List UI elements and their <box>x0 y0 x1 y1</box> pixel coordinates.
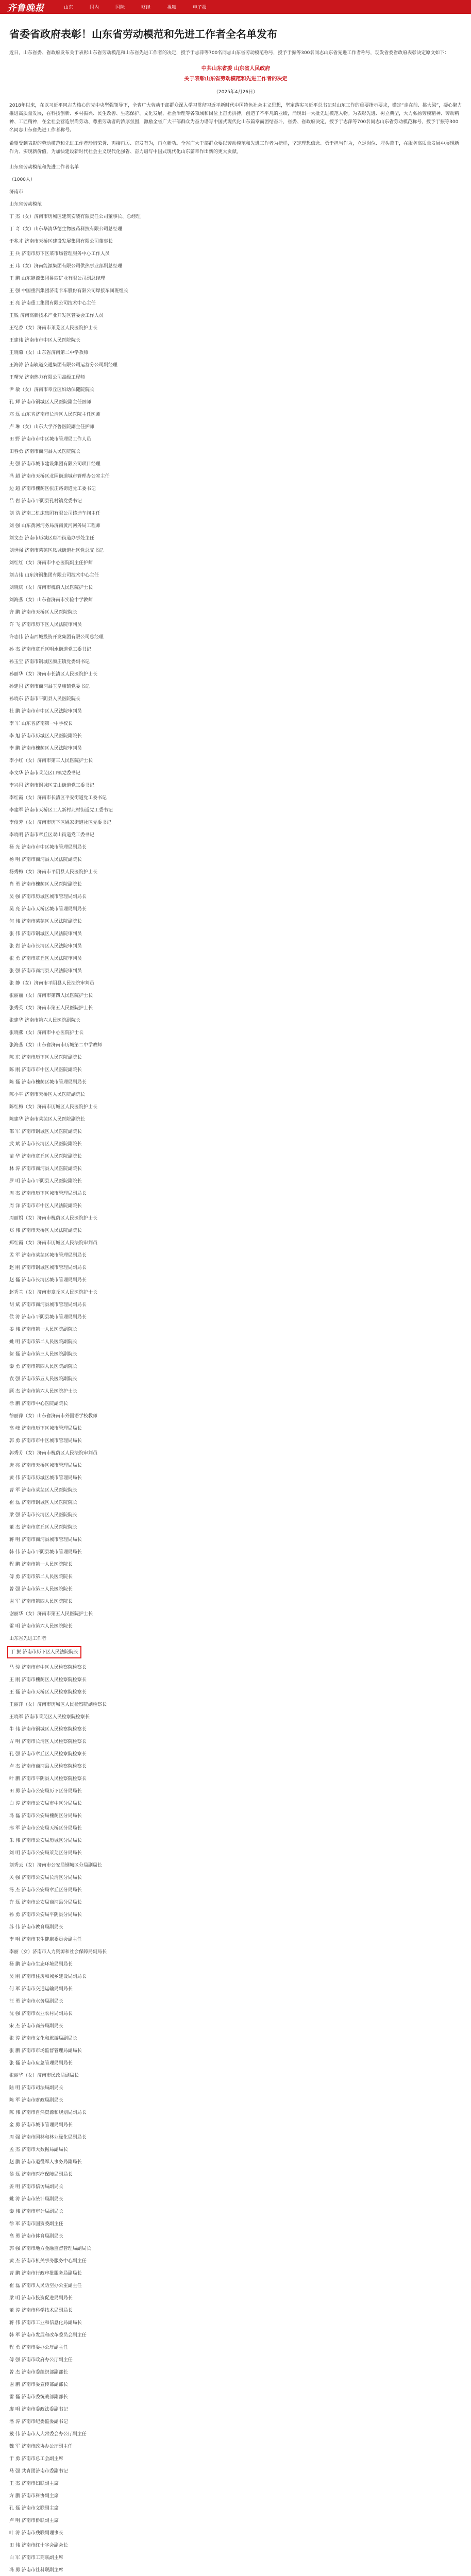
list-item: 杨 光 济南市市中区城市管理局副局长 <box>9 845 87 850</box>
list-item: 黄 杰 济南市机关事务服务中心副主任 <box>9 2259 87 2264</box>
list-item: 徐 军 济南市国资委副主任 <box>9 2222 63 2227</box>
list-item: 吴 强 济南市历城区城市管理局副局长 <box>9 894 87 900</box>
list-item: 山东省劳动模范 <box>9 202 42 207</box>
list-item: 张丽华（女）济南市民政局副局长 <box>9 2073 79 2078</box>
list-item: 冯 超 济南市天桥区北园街道城市管理办公室主任 <box>9 474 110 479</box>
list-item: 李兴国 济南市钢城区艾山街道党工委书记 <box>9 783 94 788</box>
list-item: 李丽（女）济南市人力资源和社会保障局副局长 <box>9 1950 107 1955</box>
list-item: 张晓燕（女）济南市中心医院护士长 <box>9 1030 84 1036</box>
list-item: 韩 伟 济南市平阴县城市管理局局长 <box>9 1550 82 1555</box>
list-item: 周丽娟（女）济南市槐荫区人民医院护士长 <box>9 1216 98 1221</box>
list-item: 田 勇 济南市公安局历下区分局局长 <box>9 1789 82 1794</box>
list-item: 王 亮 济南重工集团有限公司技术中心主任 <box>9 301 96 306</box>
list-item: 刘文杰 济南市历城区唐冶街道办事处主任 <box>9 536 94 541</box>
list-item: 黄 伟 济南市历城区城市管理局局长 <box>9 1476 82 1481</box>
list-item: 张海燕（女）山东省济南市历城第二中学教师 <box>9 1043 103 1048</box>
document-body-paragraph: 希望受到表彰的劳动模范和先进工作者珍惜荣誉、再接再厉、奋发有为，再立新功。全省广大干部群众要以劳动模范和先进工作者为榜样，坚定理想信念、勇于担当作为，立足岗位、埋头苦干，在服务高质量发展中展现新作为、实现新价值，为加快建设新时代社会主义现代化强省、奋力谱写中国式现代化山东篇章作出新的更大贡献。 <box>9 141 460 155</box>
list-item: 孙 勇 济南市公安局平阴县分局局长 <box>9 1912 82 1918</box>
list-item: 丁 奇（女）山东华清华德生物医药科技有限公司总经理 <box>9 227 122 232</box>
list-item: 谢丽华（女）济南市第五人民医院护士长 <box>9 1612 93 1617</box>
list-item: 卢 杰 济南市商河县人民检察院检察长 <box>9 1764 87 1769</box>
list-item: 张 静（女）济南市平阴县人民法院审判员 <box>9 981 94 986</box>
list-item: 孔 磊 济南市文联副主席 <box>9 2506 59 2511</box>
list-item: 田 野 济南市市中区城市管理局工作人员 <box>9 437 91 442</box>
list-item: 王建伟 济南市市中区人民医院院长 <box>9 338 80 343</box>
list-item: 齐 鹏 济南市天桥区人民医院院长 <box>9 610 77 615</box>
list-item: 孟 杰 济南市大数据局副局长 <box>9 2147 68 2153</box>
list-item: 王 玮（女）济南能源集团有限公司供热事业部副总经理 <box>9 264 122 269</box>
list-item: 李建军 济南市天桥区工人新村北村街道党工委书记 <box>9 808 113 813</box>
list-item: 蒋 明 济南市商河县城市管理局局长 <box>9 1537 82 1543</box>
list-item: 张 勇 济南市章丘区人民法院审判员 <box>9 956 82 961</box>
list-item: 刘晓庆（女）济南市槐荫人民医院护士长 <box>9 585 93 590</box>
list-item: 何 伟 济南市莱芜区人民法院副院长 <box>9 919 82 924</box>
list-item: 董 涛 济南市科学技术局副局长 <box>9 2308 73 2313</box>
list-item: 张 岩 济南市长清区人民法院审判员 <box>9 944 82 949</box>
list-item: 许志伟 济南西城投资开发集团有限公司总经理 <box>9 635 104 640</box>
list-item: 秦 勇 济南市第四人民医院副院长 <box>9 1364 77 1369</box>
nav-item[interactable]: 国际 <box>115 5 125 10</box>
list-item: 王 鹏 山东能源集团鲁西矿业有限公司副总经理 <box>9 276 105 281</box>
list-item: 曹 鹏 济南市行政审批服务局副局长 <box>9 2271 82 2276</box>
list-item: 史 强 济南市城市建设集团有限公司项目经理 <box>9 462 100 467</box>
list-item: 张 强 济南市商河县人民法院审判员 <box>9 969 82 974</box>
list-item: 王海涛 济南轨道交通集团有限公司运营分公司副经理 <box>9 363 117 368</box>
list-item: 孙丽华（女）济南市长清区人民医院护士长 <box>9 672 98 677</box>
list-item: 曾 杰 济南市委组织部副部长 <box>9 2370 68 2375</box>
list-item: 陆 明 济南市司法局副局长 <box>9 2086 63 2091</box>
list-item: 姚 涛 济南市统计局副局长 <box>9 2197 63 2202</box>
list-item: 韩 军 济南市发展和改革委员会副主任 <box>9 2333 87 2338</box>
list-item: 赵 鹏 济南市退役军人事务局副局长 <box>9 2160 82 2165</box>
list-item: 崔 磊 济南市人民防空办公室副主任 <box>9 2283 82 2289</box>
list-count: （1000人） <box>9 177 35 182</box>
list-item: 傅 勇 济南市第二人民医院院长 <box>9 1574 73 1580</box>
list-item: 傅 强 济南市政府办公厅副主任 <box>9 2358 73 2363</box>
list-item: 刘 浩 济南二机床集团有限公司铸造车间主任 <box>9 511 100 516</box>
list-title: 山东省劳动模范和先进工作者名单 <box>9 165 79 170</box>
list-item: 吴 亮 济南市天桥区城市管理局副局长 <box>9 907 87 912</box>
list-item: 张建华 济南市第六人民医院副院长 <box>9 1018 80 1023</box>
list-item: 顾 杰 济南市第六人民医院护士长 <box>9 1389 77 1394</box>
list-item: 孙玉宝 济南市钢城区颜庄镇党委副书记 <box>9 659 90 665</box>
list-item: 卢 琳（女）山东大学齐鲁医院副主任护师 <box>9 425 94 430</box>
list-item: 姜 明 济南市信访局副局长 <box>9 2184 63 2190</box>
list-item: 王晓军 济南市莱芜区人民检察院检察长 <box>9 1715 90 1720</box>
list-item: 贺 磊 济南市第三人民医院副院长 <box>9 1352 77 1357</box>
list-item: 侯 涛 济南市平阴县城市管理局副局长 <box>9 1315 87 1320</box>
list-item: 姜 伟 济南市第一人民医院副院长 <box>9 1327 77 1332</box>
list-item: 陈 军 济南市财政局副局长 <box>9 2098 63 2103</box>
list-item: 杨秀梅（女）济南市平阴县人民医院护士长 <box>9 870 98 875</box>
list-item: 李 明 济南市卫生健康委员会副主任 <box>9 1937 82 1942</box>
list-item: 王晓菊（女）山东省济南第二中学教师 <box>9 350 89 355</box>
list-item: 宋 杰 济南市商务局副局长 <box>9 2024 63 2029</box>
list-item: 周 强 济南市园林和林业绿化局副局长 <box>9 2135 87 2140</box>
list-item: 方 明 济南市长清区人民检察院检察长 <box>9 1739 87 1744</box>
site-header <box>0 0 471 14</box>
list-item: 刘秀云（女）济南市公安局钢城区分局副局长 <box>9 1863 103 1868</box>
list-item: 陈 东 济南市历下区人民医院副院长 <box>9 1055 82 1060</box>
document-title: 关于表彰山东省劳动模范和先进工作者的决定 <box>184 76 288 82</box>
list-item: 刘海燕（女）山东省济南市实验中学教师 <box>9 598 93 603</box>
list-item: 徐丽萍（女）山东省济南市外国语学校教师 <box>9 1414 98 1419</box>
list-item: 张秀英（女）济南市第五人民医院护士长 <box>9 1006 93 1011</box>
list-item: 王钱 济南高新技术产业开发区管委会工作人员 <box>9 313 104 318</box>
list-item: 邢 军 济南市公安局天桥区分局局长 <box>9 1826 82 1831</box>
list-item: 孔 辉 济南市钢城区人民医院副主任医师 <box>9 400 91 405</box>
list-item: 于 勇 济南市总工会副主席 <box>9 2456 63 2462</box>
list-item: 叶 涛 济南市残联副理事长 <box>9 2531 63 2536</box>
list-item: 刘 强 山东黄河河务局济南黄河河务局工程师 <box>9 523 100 529</box>
list-item: 郑红霞（女）济南市历城区人民法院审判员 <box>9 1241 98 1246</box>
list-item: 戴 伟 济南市人大常委会办公厅副主任 <box>9 2432 87 2437</box>
list-item: 王 磊 济南市天桥区人民检察院检察长 <box>9 1690 87 1695</box>
list-item: 陈 磊 济南市槐荫区城市管理局副局长 <box>9 1080 87 1085</box>
list-item: 关 强 济南市公安局长清区分局局长 <box>9 1875 82 1880</box>
nav-item[interactable]: 山东 <box>64 5 74 10</box>
list-item: 陈建华 济南市莱芜区人民医院副院长 <box>9 1117 85 1122</box>
list-item: 郑 伟 济南市天桥区人民法院副院长 <box>9 1228 82 1233</box>
list-item: 马 强 共青团济南市委副书记 <box>9 2469 68 2474</box>
list-item: 周 杰 济南市历下区城市管理局副局长 <box>9 1191 87 1196</box>
list-item: 王 强 中国重汽集团济南卡车股份有限公司焊接车间班组长 <box>9 289 128 294</box>
nav-item[interactable]: 国内 <box>90 5 99 10</box>
list-item: 廖 明 济南市委政法委副书记 <box>9 2407 68 2412</box>
list-item: 王丽萍（女）济南市历城区人民检察院副检察长 <box>9 1702 107 1707</box>
list-item: 姚 明 济南市第二人民医院副院长 <box>9 1340 77 1345</box>
list-item: 叶 鹏 济南市平阴县人民检察院检察长 <box>9 1776 87 1782</box>
list-item: 徐 鹏 济南市中心医院副院长 <box>9 1401 68 1406</box>
list-item: 赵秀兰（女）济南市章丘区人民医院护士长 <box>9 1290 98 1295</box>
list-item: 梁 强 济南市长清区人民医院院长 <box>9 1513 77 1518</box>
list-item: 武 斌 济南市长清区人民医院副院长 <box>9 1142 82 1147</box>
list-item: 牛 伟 济南市钢城区人民检察院检察长 <box>9 1727 87 1732</box>
list-item: 曹 军 济南市莱芜区人民医院院长 <box>9 1488 77 1493</box>
list-item: 白 涛 济南市公安局市中区分局局长 <box>9 1801 82 1806</box>
list-item: 苏 伟 济南市教育局副局长 <box>9 1925 63 1930</box>
list-item: 林 涛 济南市商河县人民医院副院长 <box>9 1166 82 1172</box>
list-item: 潘 涛 济南市纪委监委副书记 <box>9 2419 68 2425</box>
list-item: 李文华 济南市莱芜区口镇党委书记 <box>9 771 80 776</box>
list-item: 田 伟 济南市红十字会副会长 <box>9 2543 68 2548</box>
nav-item[interactable]: 视频 <box>167 5 177 10</box>
list-item: 孟 军 济南市莱芜区城市管理局副局长 <box>9 1253 87 1258</box>
list-item: 方 鹏 济南市科协副主席 <box>9 2494 59 2499</box>
nav-item[interactable]: 电子报 <box>193 5 207 10</box>
list-item: 梁 明 济南市投资促进局副局长 <box>9 2296 73 2301</box>
list-item: 丁 杰（女）济南市历城区建筑安装有限责任公司董事长、总经理 <box>9 214 141 219</box>
list-item: 李红霞（女）济南市长清区平安街道党工委书记 <box>9 795 107 801</box>
list-item: 袁 强 济南市第五人民医院副院长 <box>9 1377 77 1382</box>
list-item: 田春勇 济南市商河县人民医院院长 <box>9 449 80 454</box>
list-item: 济南市 <box>9 190 24 195</box>
list-item: 汤 杰 济南市公安局章丘区分局局长 <box>9 1888 82 1893</box>
article-headline: 省委省政府表彰！山东省劳动模范和先进工作者全名单发布 <box>9 28 277 40</box>
list-item: 罗 明 济南市平阴县人民医院副院长 <box>9 1179 82 1184</box>
article <box>0 14 471 2576</box>
document-body-paragraph: 2018年以来，在以习近平同志为核心的党中央坚强领导下，全省广大劳动干部群众深入学习贯彻习近平新时代中国特色社会主义思想，坚定落实习近平总书记对山东工作的重要指示要求，锚定“走在前、挑大梁”，凝心聚力推进高质量发展，在科技创新、乡村振兴、民生改善、生态保护、文化发展、社会治理等各领域和岗位上奋勇拼搏，创造了不平凡的业绩，涌现出一大批先进模范人物。为表彰先进、树立典型，大力弘扬劳模精神、劳动精神、工匠精神，在全社会营造崇尚劳动、尊重劳动者的浓厚氛围，激励全省广大干部群众为奋力谱写中国式现代化山东篇章而团结奋斗，省委、省政府决定，授予于志萍等700名同志山东省劳动模范称号，授予于振等300名同志山东省先进工作者称号。 <box>9 103 462 133</box>
list-item: 唐 亮 济南市天桥区城市管理局局长 <box>9 1463 82 1468</box>
list-item: 尹 敏（女）济南市章丘区妇幼保健院院长 <box>9 387 94 393</box>
list-item: 沈 强 济南市农业农村局副局长 <box>9 2011 73 2016</box>
list-item: 李 鹏 济南市槐荫区人民法院审判员 <box>9 746 82 751</box>
list-item: 冯 勇 济南市社科联副主席 <box>9 2568 63 2573</box>
list-item: 曾 强 济南市第三人民医院院长 <box>9 1587 73 1592</box>
list-item: 李晓明 济南市章丘区双山街道党工委书记 <box>9 833 94 838</box>
list-item: 杨 明 济南市商河县人民法院副院长 <box>9 857 82 862</box>
list-item: 于兆才 济南市天桥区建设发展集团有限公司董事长 <box>9 239 113 244</box>
list-item: 许 飞 济南市历下区人民法院审判员 <box>9 622 82 628</box>
list-item: 周 洋 济南市市中区人民法院副院长 <box>9 1204 82 1209</box>
list-item: 陈小平 济南市天桥区人民医院副院长 <box>9 1092 85 1097</box>
list-item: 雷 明 济南市第六人民医院院长 <box>9 1624 73 1629</box>
list-item: 张 鹏 济南市市场监督管理局副局长 <box>9 2048 82 2054</box>
list-item: 许 磊 济南市公安局商河县分局局长 <box>9 1900 82 1905</box>
list-item: 苗 华 济南市章丘区人民医院副院长 <box>9 1154 82 1159</box>
list-item: 谢 军 济南市第四人民医院院长 <box>9 1599 73 1604</box>
honoree-list <box>9 186 462 2576</box>
list-item: 孔 强 济南市章丘区人民检察院检察长 <box>9 1752 87 1757</box>
list-item: 张丽丽（女）济南市第四人民医院护士长 <box>9 993 93 998</box>
list-item: 雷 磊 济南市委统战部副部长 <box>9 2395 68 2400</box>
list-item: 崔 磊 济南市钢城区人民医院院长 <box>9 1500 77 1505</box>
nav-item[interactable]: 财经 <box>141 5 151 10</box>
list-item: 刘红红（女）济南市中心医院副主任护师 <box>9 561 93 566</box>
list-item: 蒋 伟 济南市工业和信息化局副局长 <box>9 2320 82 2326</box>
list-item: 秦 伟 济南市审计局副局长 <box>9 2209 63 2214</box>
list-item: 陈红梅（女）济南市历城区人民医院护士长 <box>9 1105 98 1110</box>
list-item: 高 勇 济南市体育局副局长 <box>9 2234 63 2239</box>
list-item: 白 军 济南市工商联副主席 <box>9 2555 63 2561</box>
list-item: 程 鹏 济南市第一人民医院院长 <box>9 1562 73 1567</box>
list-item: 陈 伟 济南市自然资源和规划局副局长 <box>9 2110 87 2115</box>
list-item: 李小红（女）济南市第三人民医院护士长 <box>9 758 93 764</box>
list-item: 郭秀芳（女）济南市槐荫区人民法院审判员 <box>9 1451 98 1456</box>
list-item: 张 涛 济南市文化和旅游局副局长 <box>9 2036 77 2041</box>
list-item: 何 军 济南市交通运输局副局长 <box>9 1987 73 1992</box>
document-date: （2025年4月26日） <box>213 90 258 95</box>
list-item: 王 刚 济南市槐荫区人民检察院检察长 <box>9 1677 87 1683</box>
main-nav <box>56 4 215 10</box>
article-intro: 近日，山东省委、省政府发布关于表彰山东省劳动模范和山东省先进工作者的决定，授予于志萍等700名同志山东省劳动模范称号，授予于振等300名同志山东省先进工作者称号，现发省委省政府表彰决定原文如下： <box>9 50 449 56</box>
list-item: 王 杰 济南市妇联副主席 <box>9 2481 59 2486</box>
list-item: 高 峰 济南市历下区城市管理局局长 <box>9 1426 82 1431</box>
list-item: 邵 军 济南市钢城区人民医院副院长 <box>9 1129 82 1134</box>
list-item: 刘 明 济南市公安局莱芜区分局局长 <box>9 1851 82 1856</box>
list-item: 程 勇 济南市委办公厅副主任 <box>9 2345 68 2350</box>
list-item: 汪 勇 济南市水务局副局长 <box>9 1999 63 2004</box>
document-issuer: 中共山东省委 山东省人民政府 <box>201 66 271 72</box>
list-item: 孙晓东 济南市平阴县人民医院院长 <box>9 697 80 702</box>
list-item: 吴 刚 济南市住房和城乡建设局副局长 <box>9 1974 87 1979</box>
list-item: 赵 磊 济南市长清区城市管理局副局长 <box>9 1278 87 1283</box>
list-item: 魏 军 济南市政协办公厅副主任 <box>9 2444 73 2449</box>
list-item: 卢 明 济南市侨联副主席 <box>9 2518 59 2523</box>
list-item: 侯 磊 济南市医疗保障局副局长 <box>9 2172 73 2177</box>
list-item: 杜 鹏 济南市市中区人民法院审判员 <box>9 709 82 714</box>
list-item: 孙 杰 济南市章丘区明水街道党工委书记 <box>9 647 91 652</box>
list-item: 金 勇 济南市城市管理局副局长 <box>9 2123 73 2128</box>
list-item: 邓 磊 山东省济南市长清区人民医院主任医师 <box>9 412 100 417</box>
list-item: 李俊芳（女）济南市历下区姚家街道社区党委书记 <box>9 820 112 825</box>
list-item: 张 伟 济南市钢城区人民法院审判员 <box>9 931 82 937</box>
list-item: 肖 勇 济南市槐荫区人民医院副院长 <box>9 882 82 887</box>
list-item: 郭 勇 济南市市中区城市管理局局长 <box>9 1438 82 1444</box>
list-item: 王纪香（女）济南市莱芜区人民医院护士长 <box>9 326 98 331</box>
list-item: 郭 强 济南市地方金融监督管理局副局长 <box>9 2246 91 2251</box>
list-item: 陈 刚 济南市市中区人民医院副院长 <box>9 1067 82 1073</box>
list-item: 胡 斌 济南市商河县城市管理局副局长 <box>9 1302 87 1308</box>
list-item: 朱 伟 济南市公安局历城区分局局长 <box>9 1838 82 1843</box>
list-item: 杨 鹏 济南市生态环境局副局长 <box>9 1962 73 1967</box>
list-item: 马 骏 济南市市中区人民检察院检察长 <box>9 1665 87 1670</box>
list-item: 李 军 山东省济南第一中学校长 <box>9 721 73 726</box>
list-item: 张 磊 济南市应急管理局副局长 <box>9 2061 73 2066</box>
list-item: 山东省先进工作者 <box>9 1636 47 1641</box>
list-item: 孙建国 济南市商河县玉皇庙镇党委书记 <box>9 684 90 689</box>
list-item: 刘吉伟 山东济钢集团有限公司技术中心主任 <box>9 573 99 578</box>
list-item: 冯 磊 济南市公安局槐荫区分局局长 <box>9 1814 82 1819</box>
list-item: 赵 刚 济南市钢城区城市管理局副局长 <box>9 1265 87 1270</box>
list-item: 刘世强 济南市莱芜区凤城街道社区党总支书记 <box>9 548 104 553</box>
list-item: 边 超 济南市槐荫区张庄路街道党工委书记 <box>9 486 96 492</box>
list-item: 李 旭 济南市历城区人民医院副院长 <box>9 734 82 739</box>
list-item: 王曙光 济南热力有限公司高级工程师 <box>9 375 85 380</box>
list-item: 王 兵 济南市历下区菜市场管理服务中心工作人员 <box>9 251 110 257</box>
list-item: 吕 岩 济南市平阴县孔村镇党委书记 <box>9 499 82 504</box>
list-item: 于 振 济南市历下区人民法院院长 <box>7 1646 81 1658</box>
site-logo[interactable]: 齐鲁晚报 <box>7 3 44 13</box>
list-item: 谢 鹏 济南市委宣传部副部长 <box>9 2382 68 2387</box>
list-item: 董 杰 济南市章丘区人民医院院长 <box>9 1525 77 1530</box>
